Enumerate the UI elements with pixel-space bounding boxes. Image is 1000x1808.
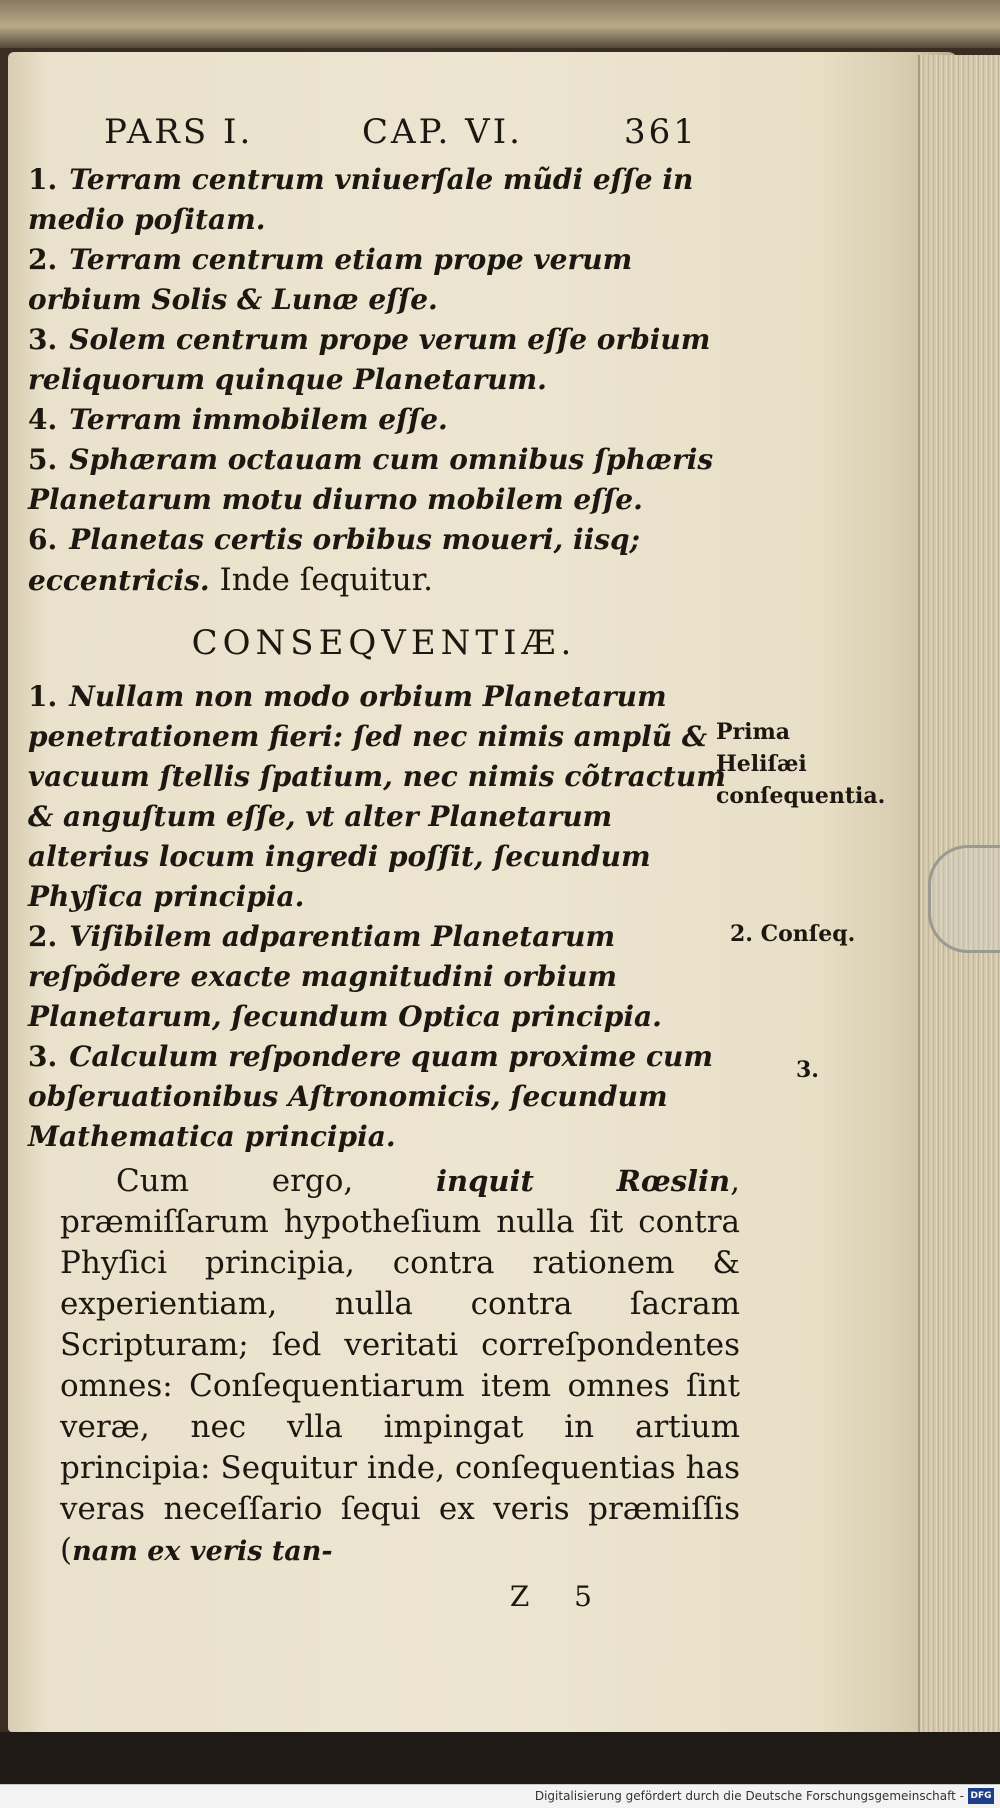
- digitization-footer: [0, 1784, 1000, 1808]
- body-tail: nam ex veris tan-: [72, 1536, 333, 1567]
- section-heading: CONSEQVENTIÆ.: [191, 623, 577, 663]
- page-text: [28, 160, 740, 1613]
- consequence-item: 2. Viſibilem adparentiam Planetarum reſpõdere exacte magnitudini orbium Planetarum, ſecundum Optica principia.: [28, 920, 662, 1033]
- consequence-item: 3. Calculum reſpondere quam proxime cum obſeruationibus Aſtronomicis, ſecundum Mathematica principia.: [28, 1040, 714, 1153]
- inquit-roeslin: inquit Rœslin: [435, 1164, 731, 1198]
- hypothesis-item: 4. Terram immobilem eſſe.: [28, 403, 448, 436]
- marginal-note-3: 3.: [796, 1057, 819, 1083]
- footer-credit: Digitalisierung gefördert durch die Deutsche Forschungsgemeinschaft -: [534, 1789, 964, 1803]
- hypothesis-item: 3. Solem centrum prope verum eſſe orbium reliquorum quinque Planetarum.: [28, 323, 711, 396]
- header-part: PARS I.: [104, 112, 254, 152]
- hypothesis-item: 5. Sphæram octauam cum omnibus ſphæris Planetarum motu diurno mobilem eſſe.: [28, 443, 714, 516]
- hypothesis-item: 1. Terram centrum vniuerſale mũdi eſſe in medio poſitam.: [28, 163, 694, 236]
- book-top-edge: [0, 0, 1000, 48]
- marginal-note-1: Prima Heliſæi conſequentia.: [716, 719, 886, 809]
- dfg-logo-icon: DFG: [968, 1788, 994, 1804]
- signature-catchword: Z 5: [509, 1580, 610, 1613]
- consequences-list: [28, 677, 740, 1157]
- hypothesis-item: 6. Planetas certis orbibus moueri, iisq; eccentricis. Inde ſequitur.: [28, 523, 640, 598]
- hypotheses-list: [28, 160, 740, 601]
- page-number: 361: [624, 112, 698, 152]
- hypothesis-tail: Inde ſequitur.: [209, 562, 433, 598]
- page-clip: [928, 845, 1000, 953]
- consequence-item: 1. Nullam non modo orbium Planetarum penetrationem fieri: ſed nec nimis amplũ & vacuum ſtellis ſpatium, nec nimis cõtractum & anguſtum eſſe, vt alter Planetarum alterius locum ingredi poſſit, ſecundum Phyſica principia.: [28, 680, 726, 913]
- body-paragraph: Cum ergo, inquit Rœslin, præmiſſarum hypotheſium nulla ſit contra Phyſici principia, contra rationem & experientiam, nulla contra ſacram Scripturam; ſed veritati correſpondentes omnes: Conſequentiarum item omnes ſint veræ, nec vlla impingat in artium principia: Sequitur inde, conſequentias has veras neceſſario ſequi ex veris præmiſſis (nam ex veris tan-: [60, 1163, 740, 1568]
- running-header: [104, 112, 704, 160]
- marginal-note-2: 2. Conſeq.: [730, 921, 856, 947]
- hypothesis-item: 2. Terram centrum etiam prope verum orbium Solis & Lunæ eſſe.: [28, 243, 633, 316]
- header-chapter: CAP. VI.: [362, 112, 523, 152]
